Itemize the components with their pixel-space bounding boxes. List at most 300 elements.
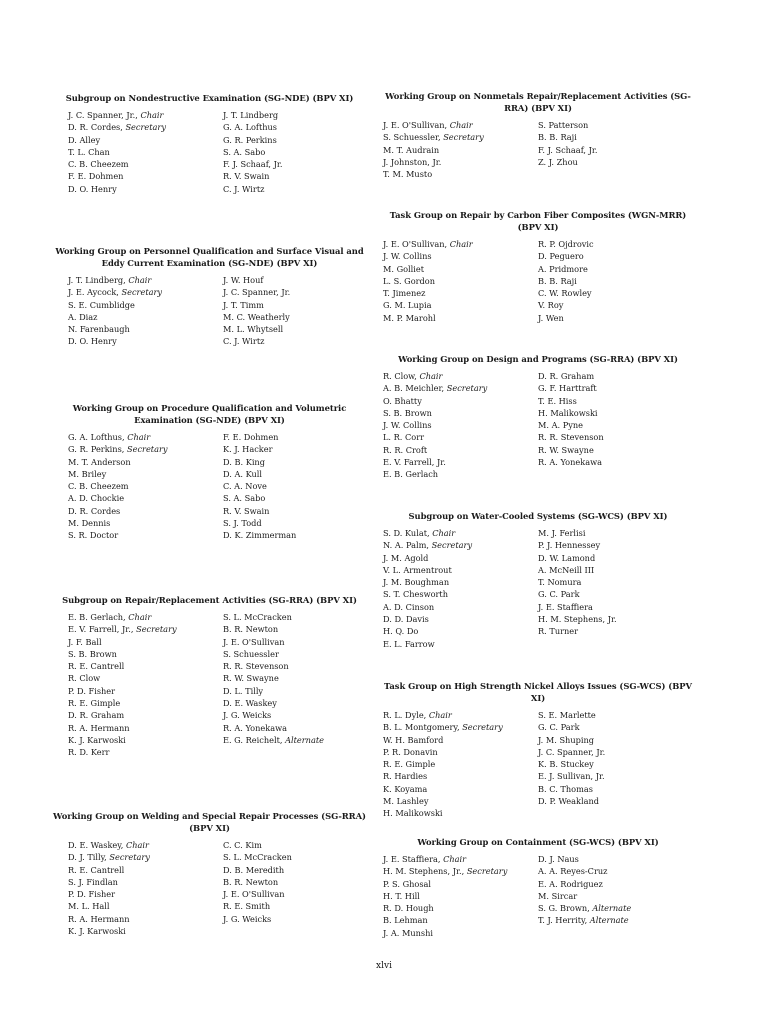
member-name: S. D. Kulat, [383,528,433,538]
member-name: J. C. Spanner, Jr. [223,287,291,298]
member-entry [538,564,617,576]
member-name: P. D. Fisher [68,685,116,696]
member-entry [68,274,223,286]
member-name: R. D. Hough [383,903,434,914]
member-name: T. E. Hiss [538,395,577,406]
member-name: H. Malikowski [538,407,598,418]
member-entry [68,648,223,660]
member-entry [383,758,538,770]
group-high-strength-nickel [378,680,698,820]
member-entry [383,878,538,890]
member-name: J. W. Collins [383,420,432,431]
member-name: B. R. Newton [223,876,279,887]
member-name: F. E. Dohmen [223,432,279,442]
member-entry [383,576,538,588]
member-name: P. J. Hennessey [538,540,601,551]
member-entry [68,170,223,182]
member-entry [223,158,283,170]
member-entry [68,431,223,443]
member-column [538,709,605,820]
member-entry [538,312,594,324]
member-entry [538,878,631,890]
member-name: J. C. Spanner, Jr. [538,746,606,757]
member-name: F. J. Schaaf, Jr. [538,144,598,155]
group-procedure-qualification [52,402,367,542]
member-column [223,431,296,542]
group-personnel-qualification [52,245,367,348]
member-name: D. E. Waskey, [68,840,126,850]
member-entry [68,286,223,298]
member-name: G. A. Lofthus [223,122,278,133]
member-name: H. Malikowski [383,808,443,819]
member-role: Secretary [466,866,508,877]
member-name: R. V. Swain [223,505,270,516]
member-columns [378,370,698,481]
member-name: E. B. Gerlach, [68,612,129,622]
member-entry [538,431,604,443]
member-entry [68,697,223,709]
member-name: B. B. Raji [538,275,577,286]
member-name: G. C. Park [538,589,580,600]
member-entry [538,144,598,156]
member-name: S. E. Marlette [538,710,596,720]
member-entry [68,636,223,648]
member-name: J. M. Agold [383,552,429,563]
member-column [378,709,538,820]
member-entry [223,648,324,660]
member-entry [383,287,538,299]
member-name: R. R. Stevenson [223,661,289,672]
member-entry [68,517,223,529]
member-name: D. J. Naus [538,854,579,864]
member-name: N. Farenbaugh [68,324,130,335]
member-name: J. E. O'Sullivan, [383,120,450,130]
member-name: T. L. Chan [68,146,110,157]
member-name: S. L. McCracken [223,852,292,863]
member-role: Alternate [592,903,632,914]
member-entry [538,734,605,746]
member-column [378,853,538,939]
member-name: E. B. Gerlach [383,469,439,480]
group-title: Task Group on High Strength Nickel Alloys Issues (SG-WCS) (BPV XI) [384,681,692,703]
member-role: Secretary [126,444,168,455]
member-role: Secretary [431,540,473,551]
group-title: Working Group on Procedure Qualification and Volumetric Examination (SG-NDE) (BPV XI) [72,403,347,425]
member-name: D. B. Meredith [223,864,285,875]
member-entry [223,286,290,298]
member-entry [223,323,290,335]
member-name: R. Clow [68,673,101,684]
member-column [538,238,594,324]
member-name: D. K. Zimmerman [223,530,297,541]
member-name: O. Bhatty [383,395,422,406]
member-entry [68,480,223,492]
group-nonmetals-repair [378,90,698,180]
member-name: P. D. Fisher [68,889,116,900]
member-role: Chair [449,239,473,249]
member-entry [538,914,631,926]
member-column [538,853,631,939]
member-name: J. E. Aycock, [68,287,122,298]
member-name: T. Jimenez [383,288,426,299]
member-name: J. E. O'Sullivan, [383,239,450,249]
member-entry [223,888,292,900]
member-entry [383,807,538,819]
member-role: Chair [432,528,456,538]
member-entry [383,746,538,758]
group-title: Working Group on Personnel Qualification and Surface Visual and Eddy Current Examination (SG-NDE) (BPV XI) [55,246,364,268]
member-entry [68,492,223,504]
member-entry [538,721,605,733]
member-entry [68,888,223,900]
member-name: C. B. Cheezem [68,159,129,170]
member-entry [68,611,223,623]
member-column [538,119,598,180]
member-entry [223,685,324,697]
member-name: R. R. Croft [383,444,428,455]
member-name: R. E. Cantrell [68,661,125,672]
member-entry [383,168,538,180]
member-column [378,238,538,324]
member-columns [378,527,698,650]
member-entry [223,672,324,684]
member-name: F. E. Dohmen [68,171,124,182]
member-column [538,370,604,481]
member-name: A. B. Meichler, [383,383,447,394]
member-name: H. M. Stephens, Jr. [538,614,617,625]
member-name: K. Koyama [383,783,428,794]
member-entry [538,287,594,299]
member-name: D. B. King [223,456,265,467]
member-entry [538,890,631,902]
member-name: E. A. Rodriguez [538,878,603,889]
member-entry [223,134,283,146]
member-name: S. A. Sabo [223,146,266,157]
member-name: S. J. Findlan [68,876,118,887]
member-name: M. L. Whytsell [223,324,284,335]
member-name: R. E. Smith [223,901,271,912]
member-name: D. R. Cordes, [68,122,126,133]
member-name: R. E. Cantrell [68,864,125,875]
member-entry [223,183,283,195]
member-entry [68,876,223,888]
group-containment [378,836,698,939]
member-name: D. Alley [68,134,101,145]
member-name: S. Schuessler [223,648,279,659]
member-name: R. Turner [538,626,579,637]
member-name: J. Wen [538,312,564,323]
member-entry [538,456,604,468]
member-name: N. A. Palm, [383,540,432,551]
member-role: Chair [128,275,152,285]
member-entry [383,552,538,564]
member-entry [68,468,223,480]
member-entry [538,770,605,782]
group-title: Subgroup on Water-Cooled Systems (SG-WCS) (BPV XI) [408,511,668,521]
member-entry [383,770,538,782]
member-entry [383,144,538,156]
member-columns [52,839,367,937]
member-name: J. T. Lindberg, [68,275,129,285]
member-entry [538,156,598,168]
member-entry [383,927,538,939]
member-entry [538,576,617,588]
member-name: D. P. Weakland [538,796,599,807]
member-name: A. D. Chockie [68,493,125,504]
group-welding-special-repair [52,810,367,937]
member-column [378,119,538,180]
member-entry [383,131,538,143]
member-name: R. Clow, [383,371,420,381]
member-name: G. C. Park [538,722,580,733]
member-entry [538,238,594,250]
member-name: R. L. Dyle, [383,710,429,720]
member-entry [68,660,223,672]
member-name: J. F. Ball [68,636,102,647]
member-role: Secretary [121,287,163,298]
member-entry [68,505,223,517]
member-role: Secretary [462,722,503,733]
member-entry [223,697,324,709]
member-entry [538,370,604,382]
member-name: E. L. Farrow [383,638,435,649]
member-entry [223,109,283,121]
member-entry [223,480,296,492]
member-role: Chair [140,110,164,120]
member-name: M. Briley [68,468,107,479]
member-role: Chair [449,120,473,130]
member-entry [223,170,283,182]
member-entry [223,623,324,635]
member-name: T. M. Musto [383,169,433,180]
member-entry [223,505,296,517]
member-entry [68,722,223,734]
member-name: D. L. Tilly [223,685,264,696]
member-entry [223,311,290,323]
member-entry [383,721,538,733]
member-name: M. L. Hall [68,901,110,912]
member-column [52,109,223,195]
member-entry [223,839,292,851]
member-entry [223,660,324,672]
member-column [52,431,223,542]
member-entry [68,323,223,335]
member-columns [52,431,367,542]
member-entry [383,444,538,456]
member-name: R. E. Gimple [68,698,121,709]
member-entry [68,109,223,121]
member-entry [383,419,538,431]
member-entry [223,636,324,648]
member-name: A. Diaz [68,311,98,322]
member-role: Chair [127,432,151,442]
member-column [52,611,223,759]
member-entry [538,758,605,770]
member-entry [223,851,292,863]
member-name: J. W. Collins [383,251,432,262]
member-entry [68,746,223,758]
member-name: D. J. Tilly, [68,852,110,863]
member-name: E. V. Farrell, Jr., [68,624,137,635]
member-name: J. T. Timm [223,299,264,310]
member-name: D. O. Henry [68,336,117,347]
group-title: Working Group on Containment (SG-WCS) (BPV XI) [417,837,659,847]
member-entry [68,443,223,455]
member-entry [383,902,538,914]
member-entry [68,925,223,937]
member-entry [223,121,283,133]
member-entry [68,900,223,912]
member-entry [68,851,223,863]
group-title: Working Group on Welding and Special Repair Processes (SG-RRA) (BPV XI) [53,811,366,833]
member-role: Alternate [589,915,629,926]
member-name: K. B. Stuckey [538,759,594,770]
member-name: R. R. Stevenson [538,432,604,443]
member-name: S. R. Doctor [68,530,119,541]
member-columns [52,274,367,348]
member-entry [383,914,538,926]
member-entry [223,864,292,876]
member-entry [383,890,538,902]
member-name: S. J. Todd [223,518,262,529]
member-entry [538,613,617,625]
member-role: Secretary [136,624,177,635]
member-name: S. Patterson [538,120,589,130]
member-name: R. D. Kerr [68,747,110,758]
member-entry [538,795,605,807]
member-entry [223,900,292,912]
member-entry [68,158,223,170]
member-entry [223,709,324,721]
member-name: C. B. Cheezem [68,481,129,492]
member-entry [538,131,598,143]
member-columns [52,109,367,195]
group-carbon-fiber [378,209,698,324]
member-entry [223,335,290,347]
member-entry [68,623,223,635]
member-name: C. J. Wirtz [223,336,265,347]
member-entry [223,146,283,158]
member-role: Chair [128,612,152,622]
member-name: S. B. Brown [383,407,432,418]
member-name: M. Dennis [68,518,111,529]
member-name: D. O. Henry [68,183,117,194]
member-entry [538,444,604,456]
member-name: J. G. Weicks [223,710,272,721]
member-entry [68,335,223,347]
member-entry [68,146,223,158]
member-name: M. T. Audrain [383,144,440,155]
member-name: H. M. Stephens, Jr., [383,866,467,877]
member-name: J. Johnston, Jr. [383,156,442,167]
member-name: J. E. O'Sullivan [223,889,285,900]
member-name: K. J. Karwoski [68,734,126,745]
member-entry [383,156,538,168]
member-entry [383,119,538,131]
member-column [223,611,324,759]
member-role: Secretary [443,132,484,143]
member-name: D. A. Kull [223,468,263,479]
member-column [223,839,292,937]
member-entry [383,468,538,480]
member-entry [538,709,605,721]
member-name: J. E. Staffiera, [383,854,444,864]
member-entry [383,299,538,311]
member-name: A. Pridmore [538,263,588,274]
group-title: Working Group on Design and Programs (SG-RRA) (BPV XI) [398,354,678,364]
member-name: T. J. Herrity, [538,915,590,926]
member-name: S. E. Cumblidge [68,299,135,310]
member-name: P. S. Ghosal [383,878,432,889]
member-entry [383,588,538,600]
member-name: M. C. Weatherly [223,311,290,322]
member-name: J. T. Lindberg [223,110,279,120]
member-entry [383,370,538,382]
member-entry [538,407,604,419]
member-name: J. G. Weicks [223,913,272,924]
member-entry [68,529,223,541]
member-entry [538,865,631,877]
member-entry [383,853,538,865]
member-name: D. R. Cordes [68,505,121,516]
member-name: A. D. Cinson [383,601,435,612]
member-entry [223,274,290,286]
member-entry [383,865,538,877]
member-entry [538,395,604,407]
member-name: J. M. Shuping [538,734,594,745]
member-entry [383,638,538,650]
member-entry [538,119,598,131]
member-column [52,839,223,937]
member-entry [223,722,324,734]
member-name: R. A. Hermann [68,722,130,733]
member-name: T. Nomura [538,577,582,588]
group-design-programs [378,353,698,481]
member-name: B. R. Newton [223,624,279,635]
member-entry [383,431,538,443]
member-name: A. A. Reyes-Cruz [538,866,608,877]
member-name: J. E. O'Sullivan [223,636,285,647]
member-entry [223,431,296,443]
member-entry [68,134,223,146]
group-sg-nde [52,92,367,195]
member-entry [538,625,617,637]
member-columns [378,709,698,820]
member-entry [383,709,538,721]
member-name: S. B. Brown [68,648,117,659]
member-name: R. P. Ojdrovic [538,239,594,249]
group-title: Task Group on Repair by Carbon Fiber Composites (WGN-MRR) (BPV XI) [389,210,687,232]
member-entry [68,864,223,876]
member-name: E. G. Reichelt, [223,734,286,745]
member-name: M. Lashley [383,796,429,807]
member-entry [68,456,223,468]
member-entry [383,539,538,551]
member-column [378,527,538,650]
member-name: D. R. Graham [538,371,595,381]
member-entry [383,263,538,275]
member-entry [383,312,538,324]
member-name: S. T. Chesworth [383,589,448,600]
member-entry [223,734,324,746]
member-entry [383,250,538,262]
member-role: Secretary [109,852,150,863]
member-columns [378,238,698,324]
member-entry [538,853,631,865]
member-name: D. Peguero [538,251,584,262]
member-entry [383,527,538,539]
member-name: H. T. Hill [383,890,420,901]
